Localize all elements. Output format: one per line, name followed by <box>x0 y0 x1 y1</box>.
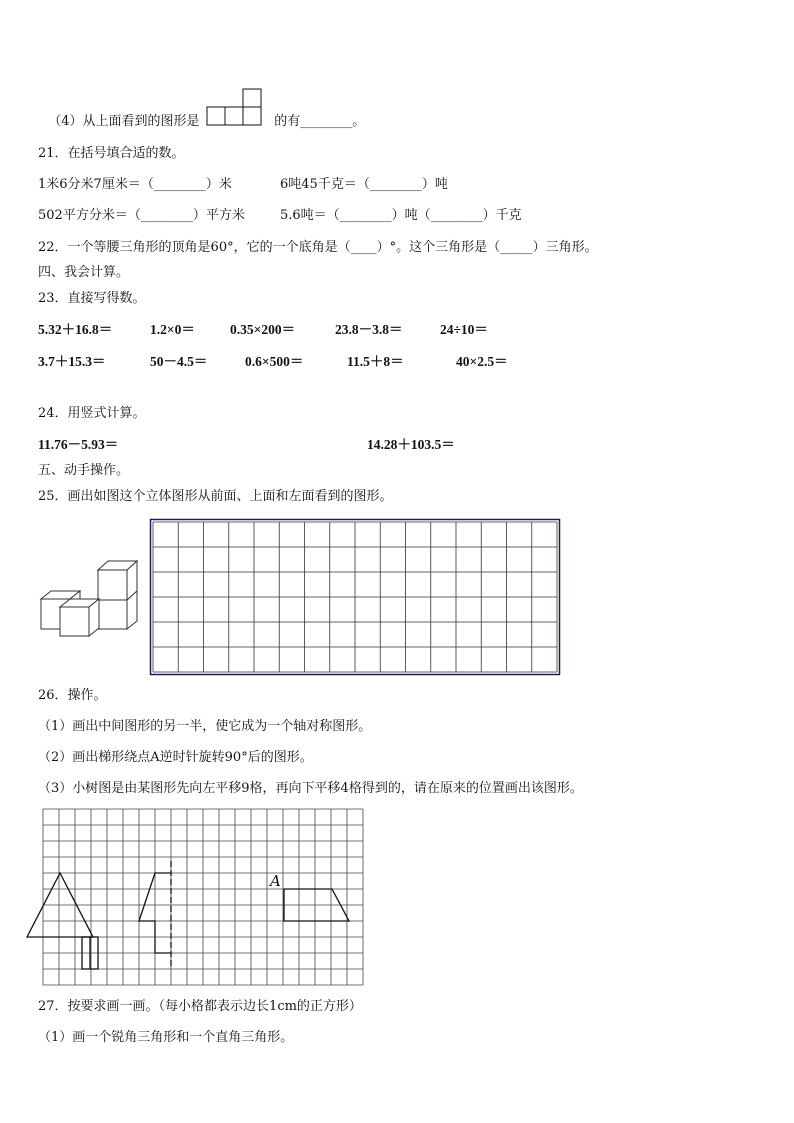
q22-text: 22．一个等腰三角形的顶角是60°，它的一个底角是（____）°。这个三角形是（_____）三角形。 <box>38 240 598 255</box>
q23-r2-c2: 50－4.5＝ <box>150 354 208 369</box>
section4-title: 四、我会计算。 <box>38 265 130 280</box>
drawing-grid-q25[interactable] <box>150 519 560 675</box>
q21-title: 21．在括号填合适的数。 <box>38 146 185 161</box>
q20-4-suffix: 的有________。 <box>274 114 366 129</box>
section5-title: 五、动手操作。 <box>38 463 130 478</box>
q26-sub1: （1）画出中间图形的另一半，使它成为一个轴对称图形。 <box>38 719 372 734</box>
q23-r1-c4: 23.8－3.8＝ <box>335 322 403 337</box>
q21-line2a: 502平方分米＝（________）平方米 <box>38 208 245 223</box>
q23-r2-c4: 11.5＋8＝ <box>347 354 404 369</box>
drawing-grid-q26[interactable] <box>42 808 368 988</box>
q27-title: 27．按要求画一画。（每小格都表示边长1cm的正方形） <box>38 999 362 1014</box>
q23-r1-c3: 0.35×200＝ <box>230 322 296 337</box>
cube-stack-figure <box>38 558 143 640</box>
q23-title: 23．直接写得数。 <box>38 291 146 306</box>
q21-line2b: 5.6吨＝（________）吨（________）千克 <box>280 208 522 223</box>
q26-title: 26．操作。 <box>38 688 107 703</box>
q23-r2-c1: 3.7＋15.3＝ <box>38 354 106 369</box>
q23-r1-c1: 5.32＋16.8＝ <box>38 322 113 337</box>
q24-expr1: 11.76－5.93＝ <box>38 437 119 452</box>
q23-r2-c3: 0.6×500＝ <box>245 354 304 369</box>
point-a-label: A <box>270 872 281 890</box>
q20-4-prefix: （4）从上面看到的图形是 <box>48 114 200 129</box>
q25-title: 25．画出如图这个立体图形从前面、上面和左面看到的图形。 <box>38 489 393 504</box>
q26-sub3: （3）小树图是由某图形先向左平移9格，再向下平移4格得到的，请在原来的位置画出该图形。 <box>38 781 583 796</box>
q21-line1a: 1米6分米7厘米＝（________）米 <box>38 177 232 192</box>
q26-sub2: （2）画出梯形绕点A逆时针旋转90°后的图形。 <box>38 750 313 765</box>
q23-r1-c2: 1.2×0＝ <box>150 322 195 337</box>
q21-line1b: 6吨45千克＝（________）吨 <box>280 177 448 192</box>
q24-expr2: 14.28＋103.5＝ <box>367 437 455 452</box>
top-view-figure <box>206 88 262 126</box>
q24-title: 24．用竖式计算。 <box>38 406 146 421</box>
q23-r2-c5: 40×2.5＝ <box>456 354 508 369</box>
q27-sub1: （1）画一个锐角三角形和一个直角三角形。 <box>38 1030 294 1045</box>
q23-r1-c5: 24÷10＝ <box>440 322 488 337</box>
